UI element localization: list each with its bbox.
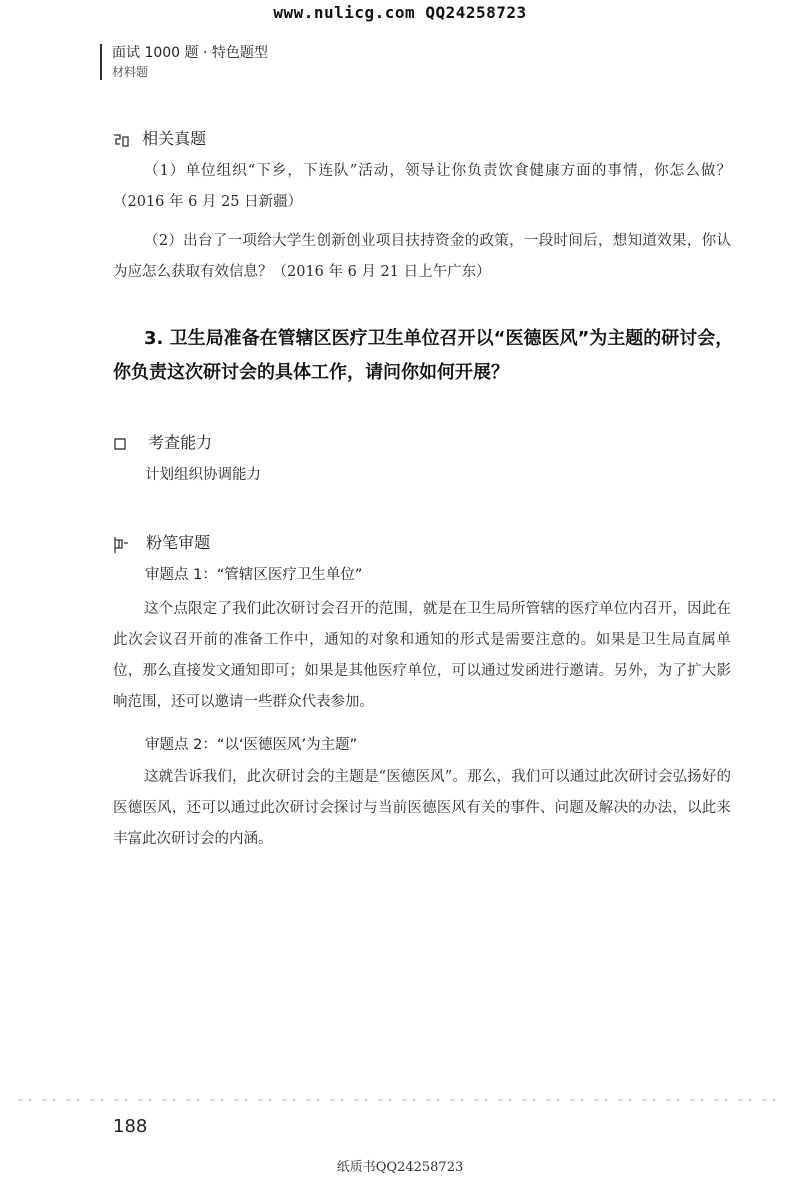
ability-heading	[113, 430, 212, 453]
analysis-heading	[113, 530, 210, 553]
ability-title: 考查能力	[148, 433, 213, 452]
chapter-label: 材料题	[112, 65, 149, 79]
ability-content: 计划组织协调能力	[145, 467, 261, 483]
page-number: 188	[113, 1116, 148, 1137]
bottom-watermark: 纸质书QQ24258723	[336, 1160, 464, 1175]
analysis-point-1-heading: 审题点 1：“管辖区医疗卫生单位”	[145, 567, 363, 583]
related-question-2: （2）出台了一项给大学生创新创业项目扶持资金的政策，一段时间后，想知道效果，你认为应怎么获取有效信息？（2016 年 6 月 21 日上午广东）	[113, 233, 731, 280]
stamp-icon	[113, 132, 129, 148]
stamp-icon	[113, 536, 129, 552]
main-question: 3. 卫生局准备在管辖区医疗卫生单位召开以“医德医风”为主题的研讨会，你负责这次研讨会的具体工作，请问你如何开展？	[113, 328, 734, 383]
square-bullet-icon	[113, 436, 129, 452]
book-title: 面试 1000 题 · 特色题型	[112, 45, 268, 61]
analysis-point-2-heading: 审题点 2：“以‘医德医风’为主题”	[145, 737, 358, 753]
related-questions-title: 相关真题	[142, 129, 207, 148]
analysis-point-2-body: 这就告诉我们，此次研讨会的主题是“医德医风”。那么，我们可以通过此次研讨会弘扬好的医德医风，还可以通过此次研讨会探讨与当前医德医风有关的事件、问题及解决的办法，以此来丰富此次研讨会的内涵。	[113, 769, 731, 847]
related-questions-heading	[113, 126, 206, 149]
scan-artifact-line	[18, 1099, 778, 1101]
top-watermark: www.nulicg.com QQ24258723	[273, 3, 527, 22]
analysis-point-1-body: 这个点限定了我们此次研讨会召开的范围，就是在卫生局所管辖的医疗单位内召开，因此在此次会议召开前的准备工作中，通知的对象和通知的形式是需要注意的。如果是卫生局直属单位，那么直接发文通知即可；如果是其他医疗单位，可以通过发函进行邀请。另外，为了扩大影响范围，还可以邀请一些群众代表参加。	[113, 601, 731, 710]
header-divider	[100, 44, 102, 80]
analysis-title: 粉笔审题	[146, 533, 211, 552]
related-question-1: （1）单位组织“下乡，下连队”活动，领导让你负责饮食健康方面的事情，你怎么做？（2016 年 6 月 25 日新疆）	[113, 163, 731, 210]
